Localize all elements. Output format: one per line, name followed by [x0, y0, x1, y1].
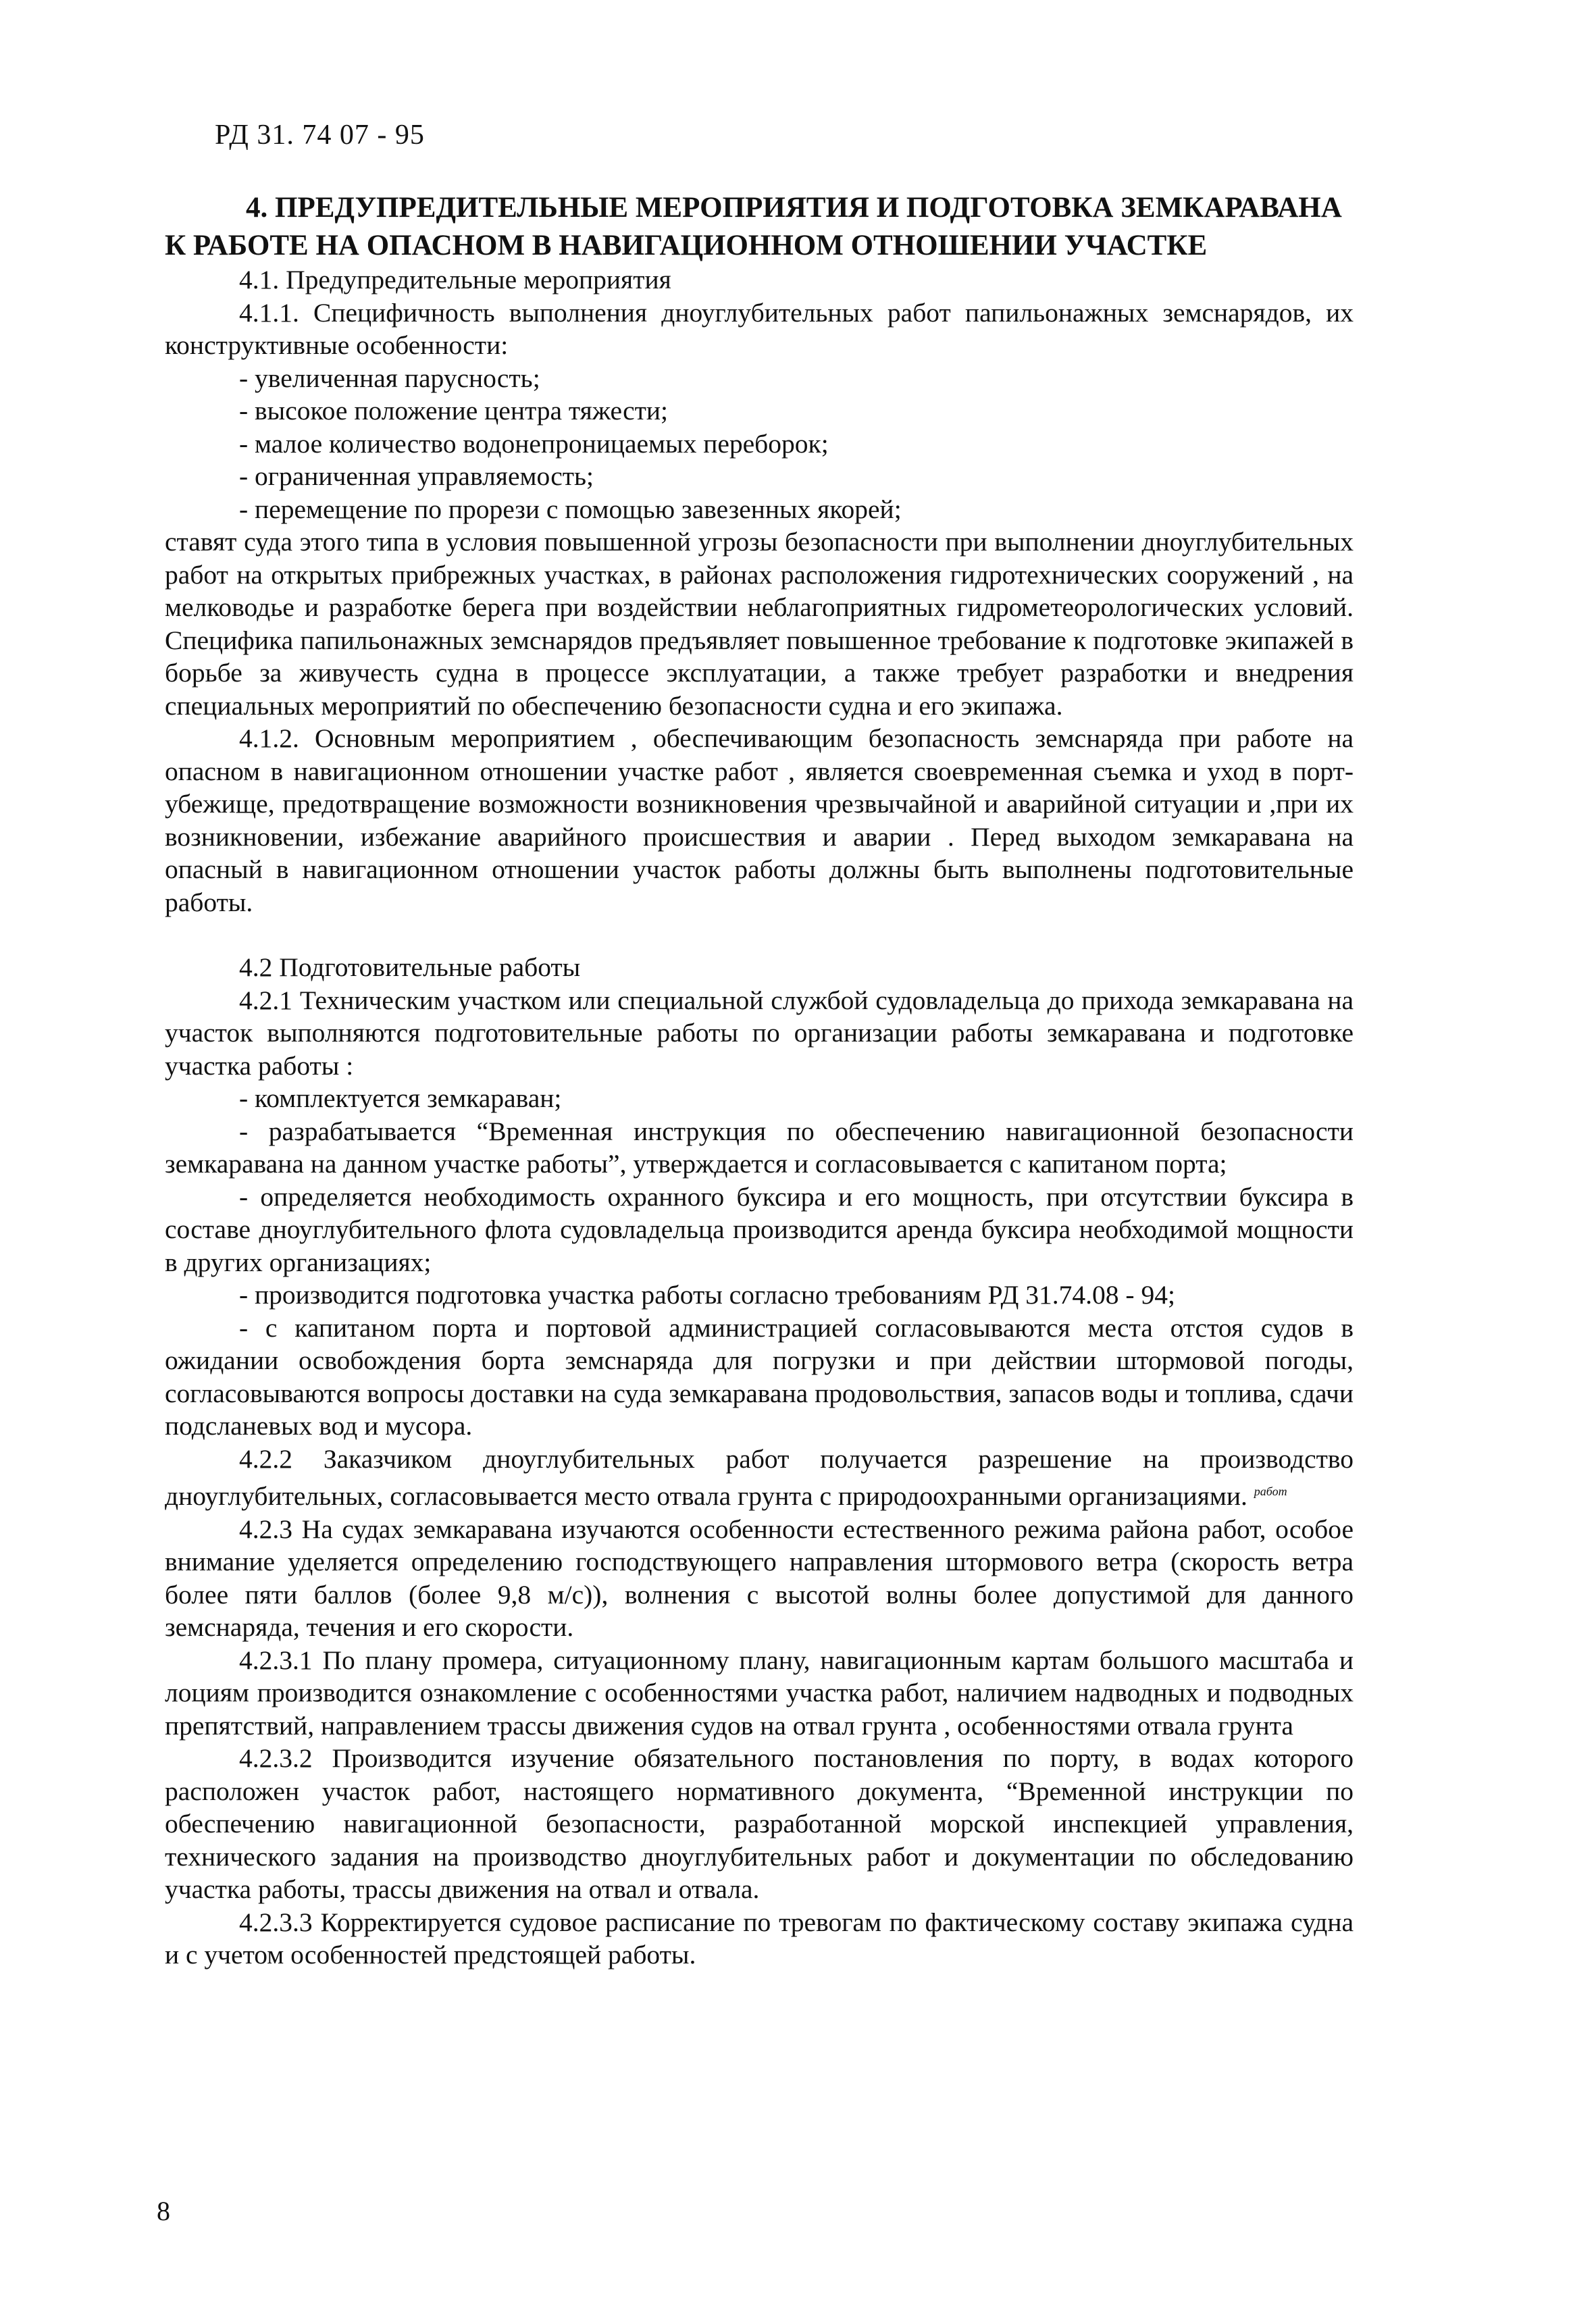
section-title	[165, 189, 1354, 265]
list-item: - производится подготовка участка работы согласно требованиям РД 31.74.08 - 94;	[239, 1280, 1175, 1310]
list-item: - перемещение по прорези с помощью завезенных якорей;	[239, 494, 902, 524]
paragraph-4-2-1: 4.2.1 Техническим участком или специальной службой судовладельца до прихода земкаравана на участок выполняются подготовительные работы по организации работы земкаравана и подготовке участка работы :	[165, 985, 1354, 1081]
document-code: РД 31. 74 07 - 95	[215, 120, 425, 151]
list-item: - с капитаном порта и портовой администрацией согласовываются места отстоя судов в ожидании освобождения борта земснаряда для погрузки и при действии штормовой погоды, согласовываются вопросы доставки на суда земкаравана продовольствия, запасов воды и топлива, сдачи подсланевых вод и мусора.	[165, 1312, 1354, 1441]
list-item: - увеличенная парусность;	[239, 363, 540, 393]
list-item: - разрабатывается “Временная инструкция по обеспечению навигационной безопасности земкаравана на данном участке работы”, утверждается и согласовывается с капитаном порта;	[165, 1116, 1354, 1179]
list-item: - комплектуется земкараван;	[239, 1083, 562, 1113]
list-item: - ограниченная управляемость;	[239, 461, 594, 491]
page-number: 8	[157, 2196, 170, 2226]
paragraph-4-2-3-2: 4.2.3.2 Производится изучение обязательного постановления по порту, в водах которого расположен участок работ, настоящего нормативного документа, “Временной инструкции по обеспечению навигационной безопасности, разработанной морской инспекцией управления, технического задания на производство дноуглубительных работ и документации по обследованию участка работы, трассы движения на отвал и отвала.	[165, 1743, 1354, 1905]
paragraph-4-2-3-1: 4.2.3.1 По плану промера, ситуационному плану, навигационным картам большого масштаба и лоциям производится ознакомление с особенностями участка работ, наличием надводных и подводных препятствий, направлением трассы движения судов на отвал грунта , особенностями отвала грунта	[165, 1645, 1354, 1741]
paragraph-4-2-3: 4.2.3 На судах земкаравана изучаются особенности естественного режима района работ, особое внимание уделяется определению господствующего направления штормового ветра (скорость ветра более пяти баллов (более 9,8 м/с)), волнения с высотой волны более допустимой для данного земснаряда, течения и его скорости.	[165, 1514, 1354, 1643]
subsection-title-4-2: 4.2 Подготовительные работы	[239, 952, 581, 982]
list-item: - высокое положение центра тяжести;	[239, 396, 668, 426]
section-title-line-1: 4. ПРЕДУПРЕДИТЕЛЬНЫЕ МЕРОПРИЯТИЯ И ПОДГОТОВКА ЗЕМКАРАВАНА	[246, 192, 1342, 224]
paragraph-4-1-1-continued: ставят суда этого типа в условия повышенной угрозы безопасности при выполнении дноуглубительных работ на открытых прибрежных участках, в районах расположения гидротехнических сооружений , на мелководье и разработке берега при воздействии неблагоприятных гидрометеорологических условий. Специфика папильонажных земснарядов предъявляет повышенное требование к подготовке экипажей в борьбе за живучесть судна в процессе эксплуатации, а также требует разработки и внедрения специальных мероприятий по обеспечению безопасности судна и его экипажа.	[165, 527, 1354, 721]
list-item: - определяется необходимость охранного буксира и его мощность, при отсутствии буксира в составе дноуглубительного флота судовладельца производится аренда буксира необходимой мощности в других организациях;	[165, 1181, 1354, 1277]
paragraph-4-1-1: 4.1.1. Специфичность выполнения дноуглубительных работ папильонажных земснарядов, их конструктивные особенности:	[165, 297, 1354, 360]
list-item: - малое количество водонепроницаемых переборок;	[239, 428, 829, 459]
paragraph-4-2-2	[165, 1443, 1354, 1513]
paragraph-4-1-2: 4.1.2. Основным мероприятием , обеспечивающим безопасность земснаряда при работе на опасном в навигационном отношении участке работ , является своевременная съемка и уход в порт-убежище, предотвращение возможности возникновения чрезвычайной и аварийной ситуации и ,при их возникновении, избежание аварийного происшествия и аварии . Перед выходом земкаравана на опасный в навигационном отношении участок работы должны быть выполнены подготовительные работы.	[165, 723, 1354, 917]
section-title-line-2: К РАБОТЕ НА ОПАСНОМ В НАВИГАЦИОННОМ ОТНОШЕНИИ УЧАСТКЕ	[165, 230, 1208, 261]
handwritten-note: работ	[1254, 1485, 1287, 1498]
spacer	[165, 919, 1354, 951]
document-body	[165, 263, 1354, 1972]
paragraph-4-2-2-text: 4.2.2 Заказчиком дноуглубительных работ получается разрешение на производство дноуглубительных, согласовывается место отвала грунта с природоохранными организациями.	[165, 1443, 1354, 1512]
paragraph-4-2-3-3: 4.2.3.3 Корректируется судовое расписание по тревогам по фактическому составу экипажа судна и с учетом особенностей предстоящей работы.	[165, 1907, 1354, 1970]
subsection-title-4-1: 4.1. Предупредительные мероприятия	[239, 265, 671, 294]
